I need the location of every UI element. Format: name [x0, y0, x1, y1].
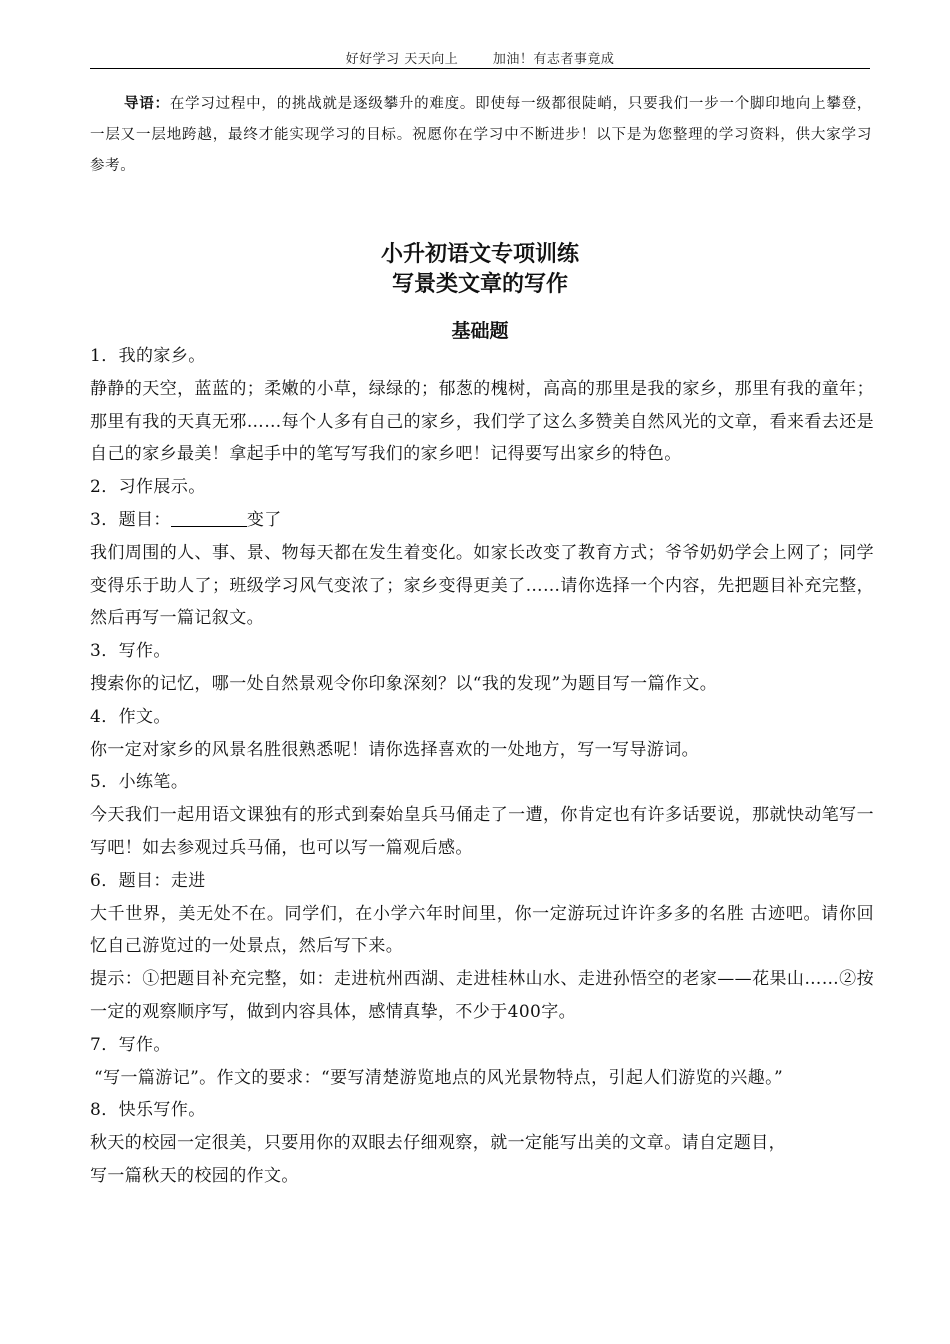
- section-heading: 基础题: [451, 320, 509, 342]
- item-heading: 4．作文。: [90, 706, 171, 727]
- fill-in-blank: [171, 508, 247, 527]
- item-hint: 提示：①把题目补充完整，如：走进杭州西湖、走进桂林山水、走进孙悟空的老家——花果山……②按一定的观察顺序写，做到内容具体，感情真挚，不少于400字。: [90, 969, 874, 1022]
- item-heading: 5．小练笔。: [90, 772, 189, 793]
- item-text: 静静的天空，蓝蓝的；柔嫩的小草，绿绿的；郁葱的槐树，高高的那里是我的家乡，那里有我的童年；那里有我的天真无邪……每个人多有自己的家乡，我们学了这么多赞美自然风光的文章，看来看去还是自己的家乡最美！拿起手中的笔写写我们的家乡吧！记得要写出家乡的特色。: [90, 378, 874, 465]
- item-text: 搜索你的记忆，哪一处自然景观令你印象深刻？以“我的发现”为题目写一篇作文。: [90, 673, 718, 694]
- document-subtitle: 写景类文章的写作: [391, 272, 568, 297]
- item-heading: [90, 504, 874, 537]
- header-divider: [90, 68, 870, 69]
- header-motto-right: 加油！有志者事竟成: [492, 52, 615, 67]
- item-heading: 1．我的家乡。: [90, 346, 206, 366]
- item-heading: 2．习作展示。: [90, 477, 206, 498]
- item-heading: 8．快乐写作。: [90, 1100, 206, 1121]
- item-text: 大千世界，美无处不在。同学们，在小学六年时间里，你一定游玩过许许多多的名胜 古迹吧。请你回忆自己游览过的一处景点，然后写下来。: [90, 903, 874, 957]
- item-text: “写一篇游记”。作文的要求：“要写清楚游览地点的风光景物特点，引起人们游览的兴趣。”: [94, 1067, 784, 1088]
- document-title: 小升初语文专项训练: [380, 242, 579, 267]
- item-text: 我们周围的人、事、景、物每天都在发生着变化。如家长改变了教育方式；爷爷奶奶学会上网了；同学变得乐于助人了；班级学习风气变浓了；家乡变得更美了……请你选择一个内容，先把题目补充完整，然后再写一篇记叙文。: [90, 542, 874, 629]
- item-text: 你一定对家乡的风景名胜很熟悉呢！请你选择喜欢的一处地方，写一写导游词。: [90, 739, 699, 760]
- item-text: 今天我们一起用语文课独有的形式到秦始皇兵马俑走了一遭，你肯定也有许多话要说，那就快动笔写一写吧！如去参观过兵马俑，也可以写一篇观后感。: [90, 805, 874, 858]
- item-heading: 7．写作。: [90, 1034, 171, 1055]
- item-heading: 3．写作。: [90, 641, 171, 662]
- item-heading-suffix: 变了: [246, 509, 282, 530]
- intro-paragraph: [90, 88, 872, 182]
- item-text-continued: 写一篇秋天的校园的作文。: [90, 1165, 299, 1186]
- page-header: [90, 48, 870, 67]
- header-motto-left: 好好学习 天天向上: [345, 52, 459, 67]
- item-text: 秋天的校园一定很美，只要用你的双眼去仔细观察，就一定能写出美的文章。请自定题目，: [90, 1133, 786, 1154]
- intro-text: 在学习过程中，的挑战就是逐级攀升的难度。即使每一级都很陡峭，只要我们一步一个脚印地向上攀登，一层又一层地跨越，最终才能实现学习的目标。祝愿你在学习中不断进步！以下是为您整理的学习资料，供大家学习参考。: [90, 96, 872, 174]
- item-heading: 6．题目：走进: [90, 870, 206, 891]
- intro-label: 导语：: [124, 95, 170, 112]
- item-heading-prefix: 3．题目：: [90, 509, 171, 530]
- exercise-list: [90, 340, 874, 1193]
